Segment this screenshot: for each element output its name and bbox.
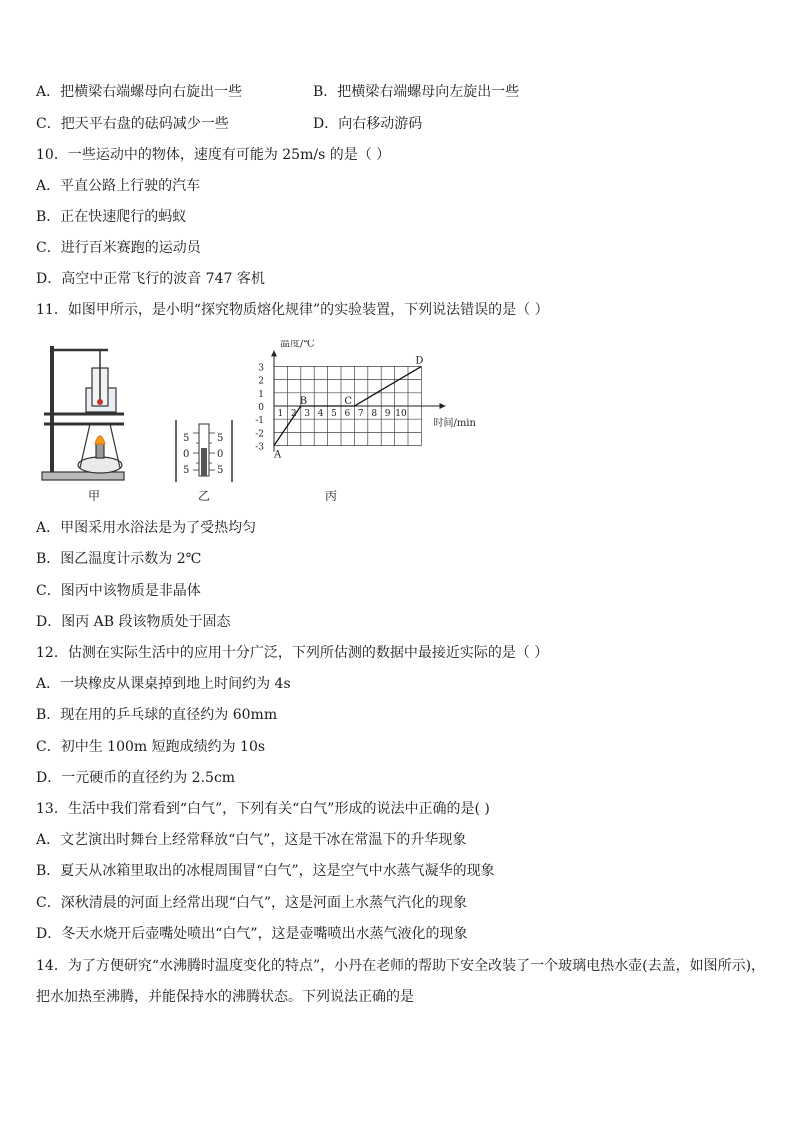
x-tick-label: 3 xyxy=(304,409,311,419)
caption-jia: 甲 xyxy=(88,489,101,503)
option-13d: D．冬天水烧开后壶嘴处喷出“白气”，这是壶嘴喷出水蒸气液化的现象 xyxy=(36,926,468,942)
thermo-tick-left-bot: 5 xyxy=(183,465,190,476)
question-13: 13．生活中我们常看到“白气”，下列有关“白气”形成的说法中正确的是( ) xyxy=(36,801,490,817)
y-tick-label: -2 xyxy=(255,429,264,440)
option-13c: C．深秋清晨的河面上经常出现“白气”，这是河面上水蒸气汽化的现象 xyxy=(36,895,468,911)
thermo-tick-right-top: 5 xyxy=(217,433,224,444)
x-axis-arrow xyxy=(440,403,446,409)
x-tick-label: 9 xyxy=(384,409,391,419)
point-label-b: B xyxy=(299,396,308,407)
option-13a: A．文艺演出时舞台上经常释放“白气”，这是干冰在常温下的升华现象 xyxy=(36,832,467,848)
x-tick-label: 7 xyxy=(357,409,364,419)
option-11c: C．图丙中该物质是非晶体 xyxy=(36,583,201,599)
x-tick-label: 5 xyxy=(331,409,337,419)
y-tick-label: 0 xyxy=(258,403,264,413)
option-12d: D．一元硬币的直径约为 2.5cm xyxy=(36,770,236,786)
option-12b: B．现在用的乒乓球的直径约为 60mm xyxy=(36,707,278,723)
melting-chart xyxy=(255,340,476,461)
x-tick-label: 1 xyxy=(277,409,284,419)
caption-bing: 丙 xyxy=(325,489,338,503)
option-9d: D．向右移动游码 xyxy=(313,116,423,132)
x-axis-label: 时间/min xyxy=(433,418,476,429)
option-10d: D．高空中正常飞行的波音 747 客机 xyxy=(36,271,265,287)
y-axis-label: 温度/℃ xyxy=(280,340,315,350)
option-11a: A．甲图采用水浴法是为了受热均匀 xyxy=(36,520,257,536)
y-tick-label: -1 xyxy=(255,416,264,427)
option-12a: A．一块橡皮从课桌掉到地上时间约为 4s xyxy=(36,676,291,692)
option-10a: A．平直公路上行驶的汽车 xyxy=(36,178,201,194)
y-axis-arrow xyxy=(271,350,277,356)
caption-yi: 乙 xyxy=(198,489,211,503)
thermo-tick-left-mid: 0 xyxy=(183,449,190,460)
thermometer-illustration xyxy=(176,420,232,482)
figure-11-svg xyxy=(0,340,794,510)
x-tick-label: 8 xyxy=(371,409,378,419)
option-11b: B．图乙温度计示数为 2℃ xyxy=(36,551,202,567)
x-tick-label: 6 xyxy=(344,409,351,419)
x-tick-label: 4 xyxy=(317,409,324,419)
question-12: 12．估测在实际生活中的应用十分广泛，下列所估测的数据中最接近实际的是（ ） xyxy=(36,645,549,661)
thermo-tick-right-bot: 5 xyxy=(217,465,224,476)
option-9b: B．把横梁右端螺母向左旋出一些 xyxy=(313,84,520,100)
point-label-c: C xyxy=(344,396,353,407)
y-tick-label: 1 xyxy=(258,389,264,400)
option-10b: B．正在快速爬行的蚂蚁 xyxy=(36,209,187,225)
x-tick-label: 2 xyxy=(290,409,297,419)
y-tick-label: 2 xyxy=(258,376,264,387)
apparatus-illustration xyxy=(42,346,124,480)
point-label-d: D xyxy=(415,355,424,367)
option-9a: A．把横梁右端螺母向右旋出一些 xyxy=(36,84,243,100)
option-11d: D．图丙 AB 段该物质处于固态 xyxy=(36,614,231,630)
point-label-a: A xyxy=(274,449,282,461)
option-12c: C．初中生 100m 短跑成绩约为 10s xyxy=(36,739,266,755)
question-14-line1: 14．为了方便研究“水沸腾时温度变化的特点”，小丹在老师的帮助下安全改装了一个玻璃电热水壶(去盖，如图所示)， xyxy=(36,958,766,974)
y-tick-label: -3 xyxy=(255,442,264,453)
thermo-tick-left-top: 5 xyxy=(183,433,190,444)
question-14-line2: 把水加热至沸腾，并能保持水的沸腾状态。下列说法正确的是 xyxy=(36,989,414,1005)
y-tick-label: 3 xyxy=(258,363,264,374)
option-9c: C．把天平右盘的砝码减少一些 xyxy=(36,116,229,132)
option-13b: B．夏天从冰箱里取出的冰棍周围冒“白气”，这是空气中水蒸气凝华的现象 xyxy=(36,863,495,879)
thermo-tick-right-mid: 0 xyxy=(217,449,224,460)
x-tick-label: 10 xyxy=(395,409,407,419)
question-11: 11．如图甲所示，是小明“探究物质熔化规律”的实验装置，下列说法错误的是（ ） xyxy=(36,302,549,318)
option-10c: C．进行百米赛跑的运动员 xyxy=(36,240,201,256)
question-10: 10．一些运动中的物体，速度有可能为 25m/s 的是（ ） xyxy=(36,147,391,163)
figure-11 xyxy=(0,340,794,510)
